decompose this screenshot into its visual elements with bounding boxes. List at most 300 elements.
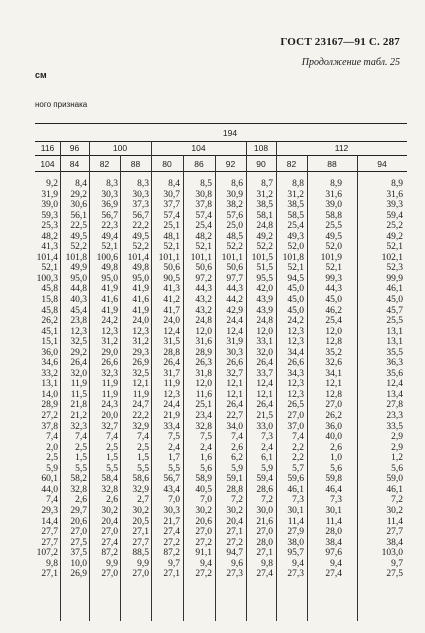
value-cell: 40,3 [70,295,87,306]
value-cell: 52,1 [101,242,118,253]
value-cell: 12,0 [325,326,342,337]
value-cell: 15,1 [41,337,58,348]
value-cell: 7,4 [46,432,58,443]
value-cell: 31,9 [226,337,243,348]
value-cell: 56,7 [132,210,149,221]
value-cell: 9,8 [46,558,58,569]
value-cell: 58,9 [195,474,212,485]
value-cell: 27,2 [195,569,212,580]
header-rule-top [35,123,407,124]
group-header-96: 96 [69,143,80,153]
value-cell: 12,1 [325,379,342,390]
value-cell: 27,4 [163,527,180,538]
value-cell: 46,1 [287,484,304,495]
value-cell: 58,6 [132,474,149,485]
header-rule-2 [35,141,407,142]
header-rule-bottom [35,171,407,172]
value-cell: 38,0 [287,537,304,548]
value-cell: 41,6 [132,295,149,306]
value-cell: 34,3 [287,368,304,379]
value-cell: 59,3 [41,210,58,221]
value-cell: 5,5 [137,463,149,474]
value-cell: 12,1 [132,379,149,390]
value-cell: 101,8 [65,252,87,263]
value-cell: 48,5 [226,231,243,242]
value-cell: 12,3 [287,389,304,400]
value-cell: 38,4 [325,537,342,548]
value-cell: 45,0 [287,295,304,306]
value-cell: 36,0 [41,347,58,358]
value-cell: 27,0 [256,527,273,538]
value-cell: 12,0 [195,326,212,337]
value-cell: 40,5 [195,484,212,495]
value-cell: 7,3 [330,495,342,506]
value-cell: 25,5 [325,221,342,232]
value-cell: 45,1 [41,326,58,337]
col-header-84: 84 [69,159,80,169]
col-header-90: 90 [256,159,266,169]
value-cell: 46,1 [386,284,403,295]
value-cell: 27,0 [132,569,149,580]
value-cell: 103,0 [381,548,403,559]
value-cell: 58,8 [325,210,342,221]
value-cell: 41,9 [101,284,118,295]
value-cell: 95,0 [132,273,149,284]
value-cell: 58,5 [287,210,304,221]
value-cell: 45,0 [287,305,304,316]
value-cell: 39,0 [325,200,342,211]
value-cell: 46,2 [325,305,342,316]
value-cell: 22,7 [226,411,243,422]
value-cell: 28,9 [195,347,212,358]
value-cell: 29,3 [41,505,58,516]
value-cell: 52,1 [41,263,58,274]
value-cell: 32,5 [70,337,87,348]
value-cell: 8,4 [75,179,87,189]
value-cell: 9,4 [200,558,212,569]
value-cell: 27,7 [386,527,403,538]
value-cell: 44,0 [41,484,58,495]
value-cell: 24,0 [163,316,180,327]
value-cell: 27,1 [256,548,273,559]
group-header-112: 112 [334,143,349,153]
value-cell: 8,7 [261,179,273,189]
value-cell: 38,4 [386,537,403,548]
value-cell: 20,5 [132,516,149,527]
value-cell: 30,2 [386,505,403,516]
value-cell: 27,3 [287,569,304,580]
value-cell: 8,9 [330,179,342,189]
value-cell: 94,5 [287,273,304,284]
value-cell: 2,5 [75,442,87,453]
value-cell: 9,7 [168,558,180,569]
value-cell: 52,2 [256,242,273,253]
value-cell: 87,2 [101,548,118,559]
value-cell: 31,2 [287,189,304,200]
value-cell: 30,7 [163,189,180,200]
value-cell: 43,9 [256,305,273,316]
value-cell: 101,5 [251,252,273,263]
value-cell: 59,8 [325,474,342,485]
value-cell: 11,9 [163,379,180,390]
value-cell: 22,3 [101,221,118,232]
value-cell: 12,3 [132,326,149,337]
value-cell: 27,1 [41,569,58,580]
value-cell: 23,4 [195,411,212,422]
value-cell: 7,0 [200,495,212,506]
value-cell: 37,8 [41,421,58,432]
value-cell: 29,2 [70,347,87,358]
value-cell: 14,0 [41,389,58,400]
value-cell: 30,3 [132,189,149,200]
value-cell: 2,7 [137,495,149,506]
value-cell: 35,6 [386,368,403,379]
value-cell: 23,8 [70,316,87,327]
group-header-104: 104 [191,143,206,153]
value-cell: 33,4 [163,421,180,432]
value-cell: 26,3 [195,358,212,369]
value-cell: 49,8 [101,263,118,274]
value-cell: 11,4 [386,516,403,527]
value-cell: 27,0 [101,527,118,538]
value-cell: 49,5 [132,231,149,242]
value-cell: 59,4 [386,210,403,221]
value-cell: 56,7 [163,474,180,485]
value-cell: 29,3 [132,347,149,358]
value-cell: 2,4 [200,442,212,453]
value-cell: 28,8 [226,484,243,495]
value-cell: 44,8 [70,284,87,295]
value-cell: 57,4 [163,210,180,221]
value-cell: 6,1 [261,453,273,464]
value-cell: 5,6 [330,463,342,474]
value-cell: 1,5 [137,453,149,464]
value-cell: 42,0 [256,284,273,295]
value-cell: 27,4 [256,569,273,580]
value-cell: 95,0 [70,273,87,284]
value-cell: 38,2 [226,200,243,211]
value-cell: 9,4 [330,558,342,569]
value-cell: 49,9 [70,263,87,274]
value-cell: 5,5 [75,463,87,474]
value-cell: 32,9 [132,484,149,495]
value-cell: 26,4 [163,358,180,369]
value-cell: 22,5 [70,221,87,232]
value-cell: 49,8 [132,263,149,274]
value-cell: 25,3 [41,221,58,232]
value-cell: 7,4 [231,432,243,443]
value-cell: 27,7 [41,527,58,538]
value-cell: 48,2 [195,231,212,242]
value-cell: 35,5 [386,347,403,358]
value-cell: 41,9 [132,305,149,316]
value-cell: 31,6 [386,189,403,200]
value-cell: 1,0 [330,453,342,464]
value-cell: 29,0 [101,347,118,358]
value-cell: 49,4 [101,231,118,242]
value-cell: 9,7 [391,558,403,569]
value-cell: 24,2 [287,316,304,327]
value-cell: 41,2 [163,295,180,306]
value-cell: 99,9 [386,273,403,284]
value-cell: 27,3 [226,569,243,580]
value-cell: 24,3 [101,400,118,411]
value-cell: 26,4 [70,358,87,369]
value-cell: 22,2 [132,221,149,232]
value-cell: 12,1 [256,389,273,400]
value-cell: 41,3 [163,284,180,295]
value-cell: 5,7 [292,463,304,474]
value-cell: 12,1 [226,389,243,400]
value-cell: 34,4 [287,347,304,358]
value-cell: 2,2 [292,453,304,464]
value-cell: 100,6 [96,252,118,263]
value-cell: 52,1 [195,242,212,253]
sign-label: ного признака [35,100,88,109]
value-cell: 30,0 [256,505,273,516]
value-cell: 41,3 [41,242,58,253]
col-header-92: 92 [225,159,236,169]
value-cell: 30,3 [226,347,243,358]
value-cell: 52,2 [226,242,243,253]
value-cell: 12,4 [386,379,403,390]
value-cell: 12,1 [226,379,243,390]
value-cell: 52,0 [287,242,304,253]
value-cell: 2,5 [106,442,118,453]
value-cell: 12,4 [163,326,180,337]
value-cell: 24,2 [101,316,118,327]
value-cell: 32,7 [226,368,243,379]
value-cell: 12,0 [256,326,273,337]
value-cell: 58,4 [101,474,118,485]
value-cell: 30,6 [70,200,87,211]
value-cell: 11,9 [101,389,118,400]
value-cell: 27,7 [132,537,149,548]
value-cell: 56,7 [101,210,118,221]
value-cell: 30,2 [226,505,243,516]
value-cell: 44,3 [226,284,243,295]
value-cell: 6,2 [231,453,243,464]
value-cell: 34,6 [41,358,58,369]
table-continuation-label: Продолжение табл. 25 [301,57,400,68]
value-cell: 37,7 [163,200,180,211]
col-header-82b: 82 [286,159,297,169]
value-cell: 12,4 [226,326,243,337]
value-cell: 27,4 [325,569,342,580]
value-cell: 21,8 [70,400,87,411]
value-cell: 101,4 [127,252,149,263]
value-cell: 7,3 [261,432,273,443]
value-cell: 45,0 [325,295,342,306]
value-cell: 30,1 [325,505,342,516]
value-cell: 57,4 [195,210,212,221]
value-cell: 52,1 [386,242,403,253]
value-cell: 58,2 [70,474,87,485]
value-cell: 43,4 [163,484,180,495]
value-cell: 1,5 [106,453,118,464]
value-cell: 50,6 [195,263,212,274]
value-cell: 8,5 [200,179,212,189]
value-cell: 32,0 [256,347,273,358]
value-cell: 2,9 [391,432,403,443]
value-cell: 14,4 [41,516,58,527]
value-cell: 41,9 [132,284,149,295]
value-cell: 45,0 [386,295,403,306]
value-cell: 31,2 [132,337,149,348]
value-cell: 52,1 [287,263,304,274]
col-header-104: 104 [40,159,55,169]
value-cell: 2,5 [46,453,58,464]
value-cell: 38,5 [287,200,304,211]
value-cell: 27,0 [195,527,212,538]
value-cell: 26,6 [226,358,243,369]
value-cell: 24,7 [132,400,149,411]
value-cell: 28,9 [41,400,58,411]
value-cell: 24,0 [132,316,149,327]
value-cell: 2,4 [261,442,273,453]
value-cell: 43,2 [195,305,212,316]
value-cell: 5,9 [261,463,273,474]
value-cell: 24,8 [256,221,273,232]
value-cell: 59,0 [386,474,403,485]
value-cell: 33,1 [256,337,273,348]
col-header-80: 80 [162,159,172,169]
value-cell: 13,1 [386,337,403,348]
value-cell: 21,2 [70,411,87,422]
value-cell: 100,3 [36,273,58,284]
value-cell: 101,8 [282,252,304,263]
value-cell: 31,5 [163,337,180,348]
value-cell: 91,1 [195,548,212,559]
value-cell: 50,6 [163,263,180,274]
group-header-108: 108 [253,143,269,153]
value-cell: 27,0 [287,411,304,422]
value-cell: 7,4 [292,432,304,443]
value-cell: 2,4 [168,442,180,453]
value-cell: 94,7 [226,548,243,559]
value-cell: 60,1 [41,474,58,485]
value-cell: 52,1 [325,263,342,274]
value-cell: 27,5 [70,537,87,548]
value-cell: 12,0 [195,379,212,390]
units-label: см [35,70,47,80]
header-rule-3 [35,155,407,156]
value-cell: 13,1 [386,326,403,337]
value-cell: 97,6 [325,548,342,559]
value-cell: 31,8 [195,368,212,379]
value-cell: 31,6 [195,337,212,348]
value-cell: 59,1 [226,474,243,485]
value-cell: 32,3 [101,368,118,379]
value-cell: 32,9 [132,421,149,432]
value-cell: 49,5 [325,231,342,242]
value-cell: 38,5 [256,200,273,211]
value-cell: 30,2 [195,505,212,516]
value-cell: 8,6 [231,179,243,189]
value-cell: 12,3 [287,379,304,390]
value-cell: 34,0 [226,421,243,432]
value-cell: 27,0 [101,569,118,580]
value-cell: 32,6 [325,358,342,369]
value-cell: 28,0 [256,537,273,548]
value-cell: 88,5 [132,548,149,559]
value-cell: 32,3 [70,421,87,432]
value-cell: 27,7 [41,537,58,548]
value-cell: 30,2 [101,505,118,516]
value-cell: 12,3 [163,389,180,400]
value-cell: 25,0 [226,221,243,232]
value-cell: 5,5 [168,463,180,474]
value-cell: 59,4 [256,474,273,485]
value-cell: 30,1 [287,505,304,516]
value-cell: 52,2 [132,242,149,253]
value-cell: 32,0 [70,368,87,379]
value-cell: 2,2 [292,442,304,453]
value-cell: 21,9 [163,411,180,422]
value-cell: 28,8 [163,347,180,358]
value-cell: 48,1 [163,231,180,242]
value-cell: 7,0 [168,495,180,506]
value-cell: 2,5 [137,442,149,453]
value-cell: 44,3 [195,284,212,295]
value-cell: 2,6 [75,495,87,506]
value-cell: 27,4 [101,537,118,548]
value-cell: 39,3 [386,200,403,211]
value-column [363,179,403,580]
value-cell: 45,7 [386,305,403,316]
value-cell: 30,3 [101,189,118,200]
value-cell: 48,2 [41,231,58,242]
value-cell: 7,3 [292,495,304,506]
value-cell: 8,3 [137,179,149,189]
value-cell: 12,3 [70,326,87,337]
value-cell: 107,2 [36,548,58,559]
value-cell: 22,2 [132,411,149,422]
value-cell: 25,4 [287,221,304,232]
value-cell: 33,0 [256,421,273,432]
value-cell: 31,7 [163,368,180,379]
value-cell: 5,5 [106,463,118,474]
value-cell: 58,1 [256,210,273,221]
value-cell: 49,2 [386,231,403,242]
value-cell: 9,8 [261,558,273,569]
value-cell: 21,6 [256,516,273,527]
value-cell: 30,9 [226,189,243,200]
value-cell: 44,2 [226,295,243,306]
value-cell: 28,6 [256,484,273,495]
value-cell: 7,2 [391,495,403,506]
value-cell: 101,1 [158,252,180,263]
value-cell: 51,5 [256,263,273,274]
value-cell: 36,0 [325,421,342,432]
value-cell: 27,0 [325,400,342,411]
value-cell: 13,1 [41,379,58,390]
value-cell: 95,7 [287,548,304,559]
value-cell: 26,2 [325,411,342,422]
value-cell: 26,5 [287,400,304,411]
value-cell: 41,7 [163,305,180,316]
value-cell: 5,6 [391,463,403,474]
value-cell: 34,1 [325,368,342,379]
value-cell: 12,8 [325,337,342,348]
value-cell: 8,9 [391,179,403,189]
value-cell: 41,9 [101,305,118,316]
value-cell: 7,2 [231,495,243,506]
col-header-86: 86 [194,159,204,169]
value-cell: 8,3 [106,179,118,189]
value-cell: 26,2 [41,316,58,327]
value-cell: 45,0 [287,284,304,295]
